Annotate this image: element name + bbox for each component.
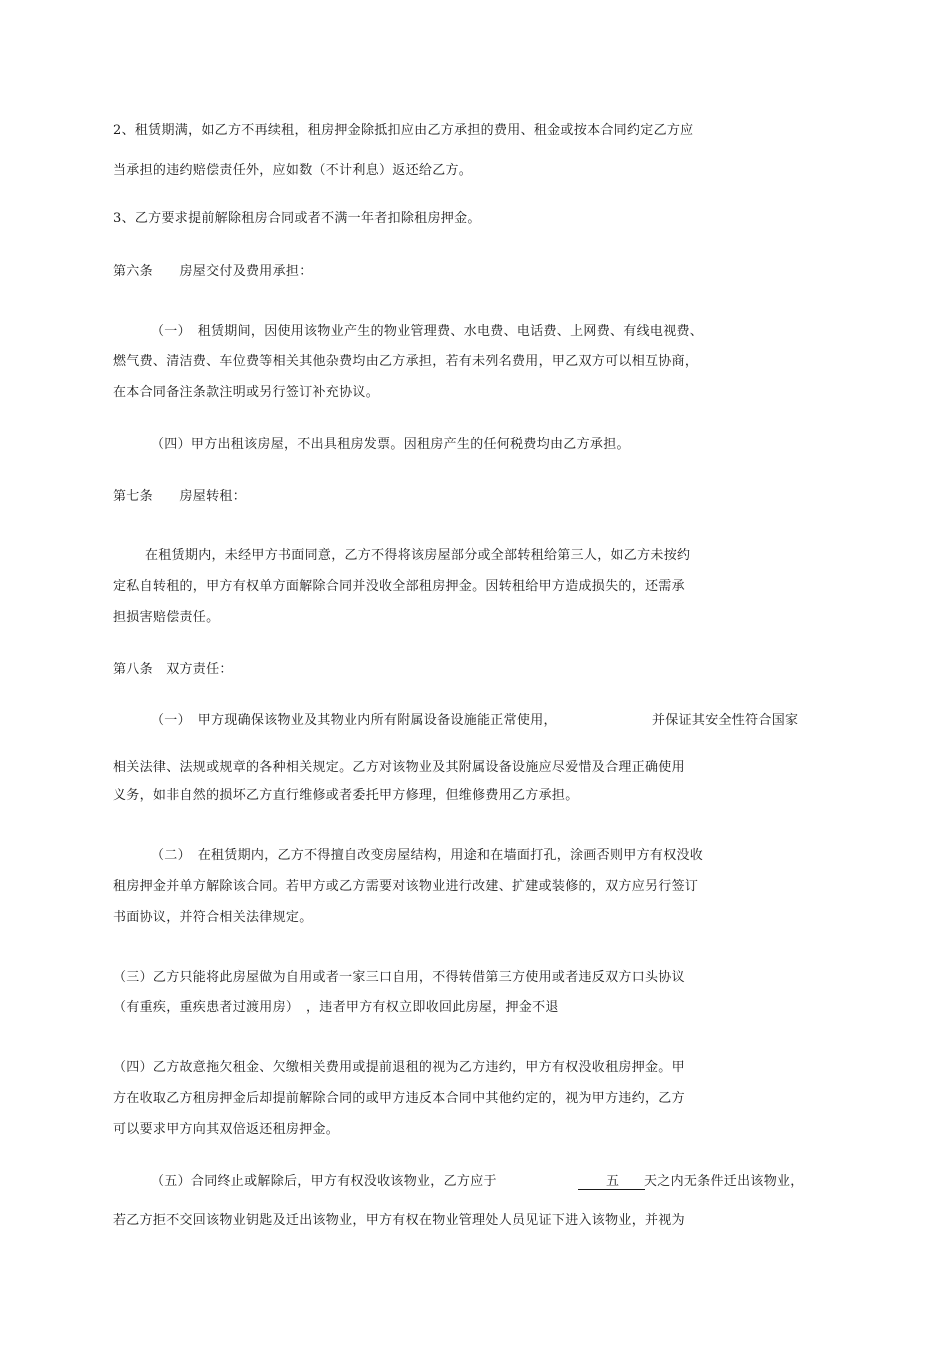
article-8-item-4-line-2: 方在收取乙方租房押金后却提前解除合同的或甲方违反本合同中其他约定的，视为甲方违约，乙方 (113, 1091, 685, 1106)
article-8-item-1-line-1b: 并保证其安全性符合国家 (652, 713, 799, 728)
article-6-item-1-line-3: 在本合同备注条款注明或另行签订补充协议。 (113, 385, 380, 400)
article-8-item-4-line-1: （四）乙方故意拖欠租金、欠缴相关费用或提前退租的视为乙方违约，甲方有权没收租房押金。甲 (113, 1060, 685, 1075)
article-8-item-5-line-1-suffix: 天之内无条件迁出该物业， (644, 1174, 804, 1189)
article-8-item-5-line-1-prefix: （五）合同终止或解除后，甲方有权没收该物业，乙方应于 (151, 1174, 497, 1189)
article-8-item-1-line-1a: （一） 甲方现确保该物业及其物业内所有附属设备设施能正常使用， (151, 713, 557, 728)
article-8-item-3-line-2: （有重疾，重疾患者过渡用房） ，违者甲方有权立即收回此房屋，押金不退 (113, 1000, 559, 1015)
article-8-item-4-line-3: 可以要求甲方向其双倍返还租房押金。 (113, 1122, 340, 1137)
clause-5-2-line-1: 2、租赁期满，如乙方不再续租，租房押金除抵扣应由乙方承担的费用、租金或按本合同约定乙方应 (113, 123, 694, 138)
filled-blank-days: 五 (578, 1174, 645, 1190)
article-8-item-1-line-2: 相关法律、法规或规章的各种相关规定。乙方对该物业及其附属设备设施应尽爱惜及合理正确使用 (113, 760, 685, 775)
article-6-item-1-line-1: （一） 租赁期间，因使用该物业产生的物业管理费、水电费、电话费、上网费、有线电视费、 (151, 324, 704, 339)
article-6-item-1-line-2: 燃气费、清洁费、车位费等相关其他杂费均由乙方承担，若有未列名费用，甲乙双方可以相互协商， (113, 354, 699, 369)
article-6-item-4-line-1: （四）甲方出租该房屋，不出具租房发票。因租房产生的任何税费均由乙方承担。 (151, 437, 630, 452)
article-7-line-1: 在租赁期内，未经甲方书面同意，乙方不得将该房屋部分或全部转租给第三人，如乙方未按约 (145, 548, 691, 563)
article-7-heading: 第七条 房屋转租： (113, 489, 247, 504)
article-8-item-5-line-2: 若乙方拒不交回该物业钥匙及迁出该物业，甲方有权在物业管理处人员见证下进入该物业，并视为 (113, 1213, 685, 1228)
clause-5-2-line-2: 当承担的违约赔偿责任外，应如数（不计利息）返还给乙方。 (113, 163, 473, 178)
article-7-line-2: 定私自转租的，甲方有权单方面解除合同并没收全部租房押金。因转租给甲方造成损失的，还需承 (113, 579, 685, 594)
article-8-item-3-line-1: （三）乙方只能将此房屋做为自用或者一家三口自用，不得转借第三方使用或者违反双方口头协议 (113, 970, 685, 985)
article-6-heading: 第六条 房屋交付及费用承担： (113, 264, 313, 279)
article-7-line-3: 担损害赔偿责任。 (113, 610, 220, 625)
article-8-item-5-days-blank (578, 1174, 645, 1190)
clause-5-3-line-1: 3、乙方要求提前解除租房合同或者不满一年者扣除租房押金。 (113, 211, 481, 226)
article-8-heading: 第八条 双方责任： (113, 662, 233, 677)
article-8-item-1-line-3: 义务，如非自然的损坏乙方直行维修或者委托甲方修理，但维修费用乙方承担。 (113, 788, 579, 803)
article-8-item-2-line-3: 书面协议，并符合相关法律规定。 (113, 910, 313, 925)
article-8-item-2-line-2: 租房押金并单方解除该合同。若甲方或乙方需要对该物业进行改建、扩建或装修的，双方应另行签订 (113, 879, 699, 894)
article-8-item-2-line-1: （二） 在租赁期内，乙方不得擅自改变房屋结构，用途和在墙面打孔，涂画否则甲方有权没收 (151, 848, 704, 863)
